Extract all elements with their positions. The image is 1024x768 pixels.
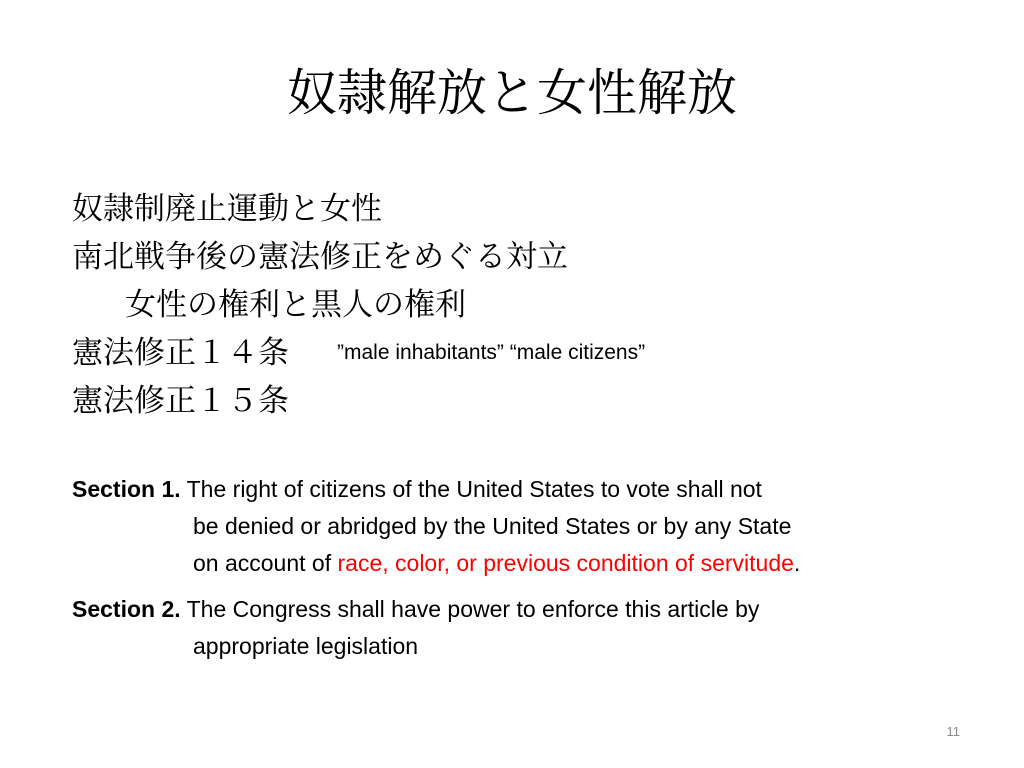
section-1-text bbox=[72, 471, 952, 582]
section-2-line-1: Section 2. The Congress shall have power to enforce this article by bbox=[72, 596, 760, 622]
section-1-line-2: be denied or abridged by the United States or by any State bbox=[193, 513, 792, 539]
page-number: 11 bbox=[946, 724, 960, 739]
amendment-14-quotes: ”male inhabitants” “male citizens” bbox=[337, 341, 646, 364]
section-1-label: Section 1. bbox=[72, 476, 181, 502]
section-2-label: Section 2. bbox=[72, 596, 181, 622]
bullet-14th-amendment bbox=[72, 334, 972, 372]
highlighted-phrase: race, color, or previous condition of servitude bbox=[337, 550, 794, 576]
bullet-15th-amendment: 憲法修正１５条 bbox=[72, 383, 289, 419]
bullet-womens-vs-black-rights: 女性の権利と黒人の権利 bbox=[125, 287, 466, 323]
section-1-line-1: Section 1. The right of citizens of the United States to vote shall not bbox=[72, 476, 762, 502]
bullet-constitutional-amendment-conflict: 南北戦争後の憲法修正をめぐる対立 bbox=[72, 239, 568, 275]
section-1-line-3: on account of race, color, or previous condition of servitude. bbox=[193, 550, 801, 576]
section-2-text bbox=[72, 591, 952, 665]
bullet-list bbox=[72, 190, 972, 430]
bullet-abolition-and-women: 奴隷制廃止運動と女性 bbox=[72, 191, 382, 227]
slide-title: 奴隷解放と女性解放 bbox=[287, 64, 737, 122]
amendment-14-label: 憲法修正１４条 bbox=[72, 335, 289, 371]
section-2-line-2: appropriate legislation bbox=[193, 633, 419, 659]
